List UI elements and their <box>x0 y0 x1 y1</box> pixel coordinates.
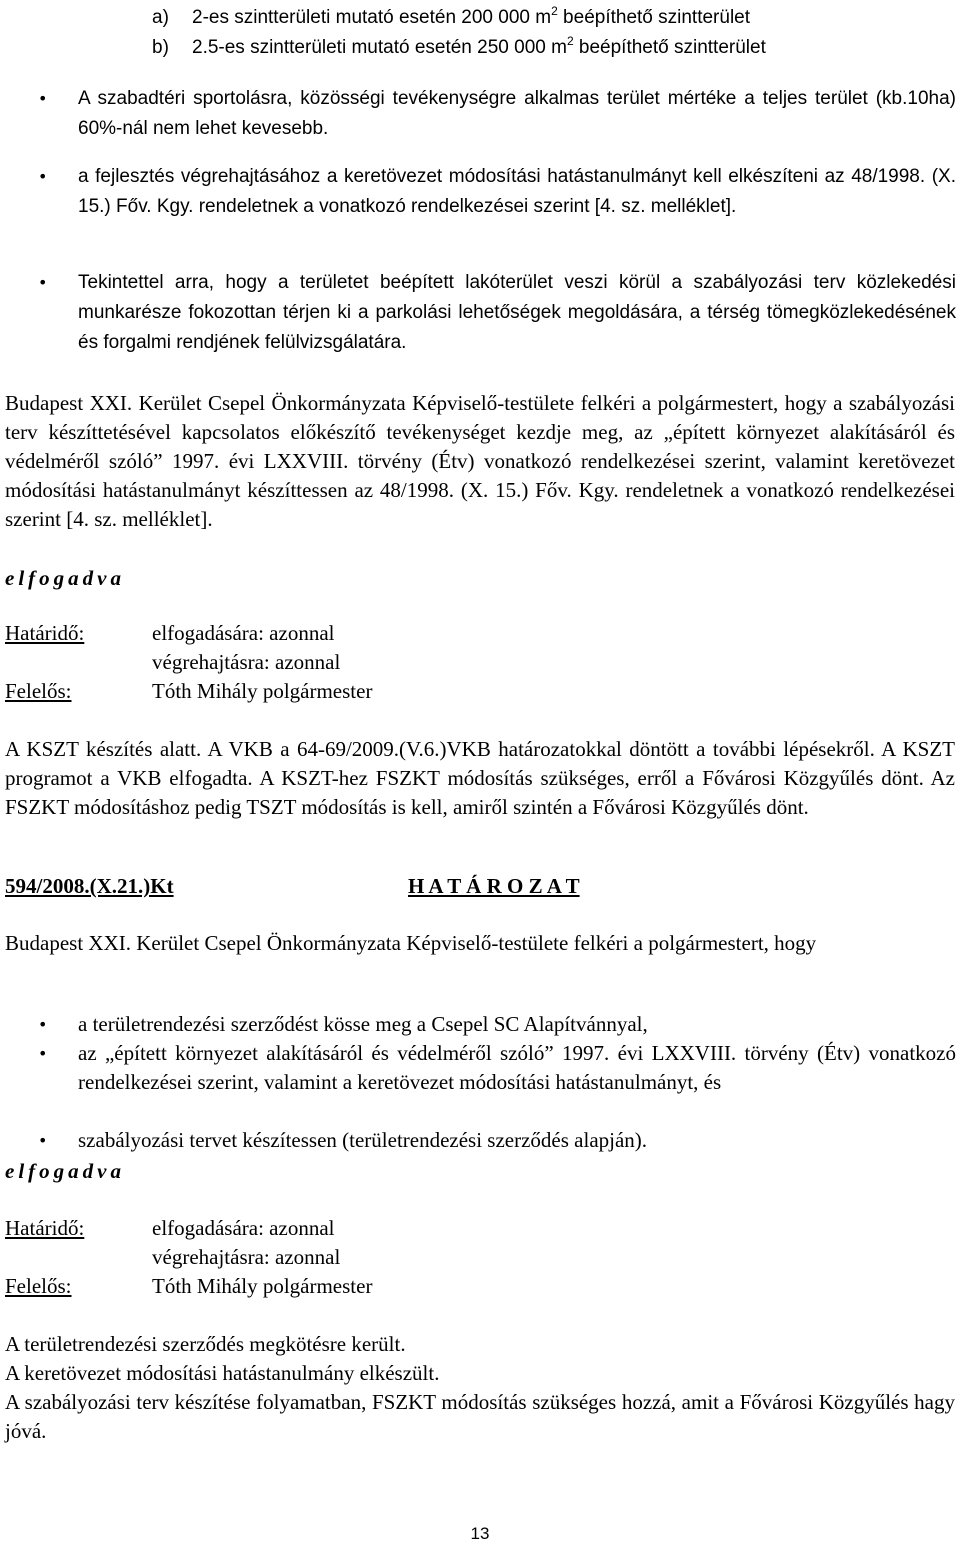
bullet-item: • a fejlesztés végrehajtásához a keretövezet módosítási hatástanulmányt kell elkészíteni az 48/1998. (X. 15.) Főv. Kgy. rendeletnek a vonatkozó rendelkezései szerint [4. sz. melléklet]. <box>78 162 956 222</box>
status-line: A szabályozási terv készítése folyamatban, FSZKT módosítás szükséges hozzá, amit a Fővárosi Közgyűlés hagy jóvá. <box>5 1390 955 1443</box>
accepted-label: elfogadva <box>5 566 125 590</box>
deadline-acceptance: elfogadására: azonnal <box>152 1216 335 1240</box>
resolution-intro: Budapest XXI. Kerület Csepel Önkormányzata Képviselő-testülete felkéri a polgármestert, hogy <box>5 931 817 955</box>
page-number: 13 <box>470 1524 490 1543</box>
status-line: A területrendezési szerződés megkötésre került. <box>5 1332 406 1356</box>
accepted-label: elfogadva <box>5 1159 125 1183</box>
responsible-name: Tóth Mihály polgármester <box>152 679 373 703</box>
deadline-label: Határidő: <box>5 1216 85 1240</box>
responsible-label: Felelős: <box>5 679 72 703</box>
responsible-label: Felelős: <box>5 1274 72 1298</box>
resolution-heading: H A T Á R O Z A T <box>408 874 580 898</box>
status-line: A keretövezet módosítási hatástanulmány elkészült. <box>5 1361 440 1385</box>
bullet-item: • Tekintettel arra, hogy a területet beépített lakóterület veszi körül a szabályozási terv közlekedési munkarésze fokozottan térjen ki a parkolási lehetőségek megoldására, a térség tömegközlekedésének és forgalmi rendjének felülvizsgálatára. <box>78 268 956 358</box>
bullet-item: • az „épített környezet alakításáról és védelméről szóló” 1997. évi LXXVIII. törvény (Étv) vonatkozó rendelkezései szerint, valamint a keretövezet módosítási hatástanulmányt, és <box>78 1039 956 1097</box>
bullet-item: • szabályozási tervet készítessen (területrendezési szerződés alapján). <box>78 1126 956 1155</box>
deadline-execution: végrehajtásra: azonnal <box>152 650 341 674</box>
resolution-number: 594/2008.(X.21.)Kt <box>5 874 174 898</box>
bullet-item: • a területrendezési szerződést kösse meg a Csepel SC Alapítvánnyal, <box>78 1010 956 1039</box>
bullet-item: • A szabadtéri sportolásra, közösségi tevékenységre alkalmas terület mértéke a teljes terület (kb.10ha) 60%-nál nem lehet kevesebb. <box>78 84 956 144</box>
deadline-execution: végrehajtásra: azonnal <box>152 1245 341 1269</box>
deadline-label: Határidő: <box>5 621 85 645</box>
list-item-a: a) 2-es szintterületi mutató esetén 200 000 $m^2$ beépíthető szintterület <box>152 4 751 28</box>
status-text: A KSZT készítés alatt. A VKB a 64-69/2009.(V.6.)VKB határozatokkal döntött a további lépésekről. A KSZT programot a VKB elfogadta. A KSZT-hez FSZKT módosítás szükséges, erről a Fővárosi Közgyűlés dönt. Az FSZKT módosításhoz pedig TSZT módosítás is kell, amiről szintén a Fővárosi Közgyűlés dönt. <box>5 737 955 819</box>
resolution-text: Budapest XXI. Kerület Csepel Önkormányzata Képviselő-testülete felkéri a polgármestert, hogy a szabályozási terv készíttetésével kapcsolatos előkészítő tevékenységet kezdje meg, az „épített környezet alakításáról és védelméről szóló” 1997. évi LXXVIII. törvény (Étv) vonatkozó rendelkezései szerint, valamint keretövezet módosítási hatástanulmányt készíttessen az 48/1998. (X. 15.) Főv. Kgy. rendeletnek a vonatkozó rendelkezései szerint [4. sz. melléklet]. <box>5 391 955 531</box>
deadline-acceptance: elfogadására: azonnal <box>152 621 335 645</box>
responsible-name: Tóth Mihály polgármester <box>152 1274 373 1298</box>
list-item-b: b) 2.5-es szintterületi mutató esetén 250 000 $m^2$ beépíthető szintterület <box>152 34 766 58</box>
